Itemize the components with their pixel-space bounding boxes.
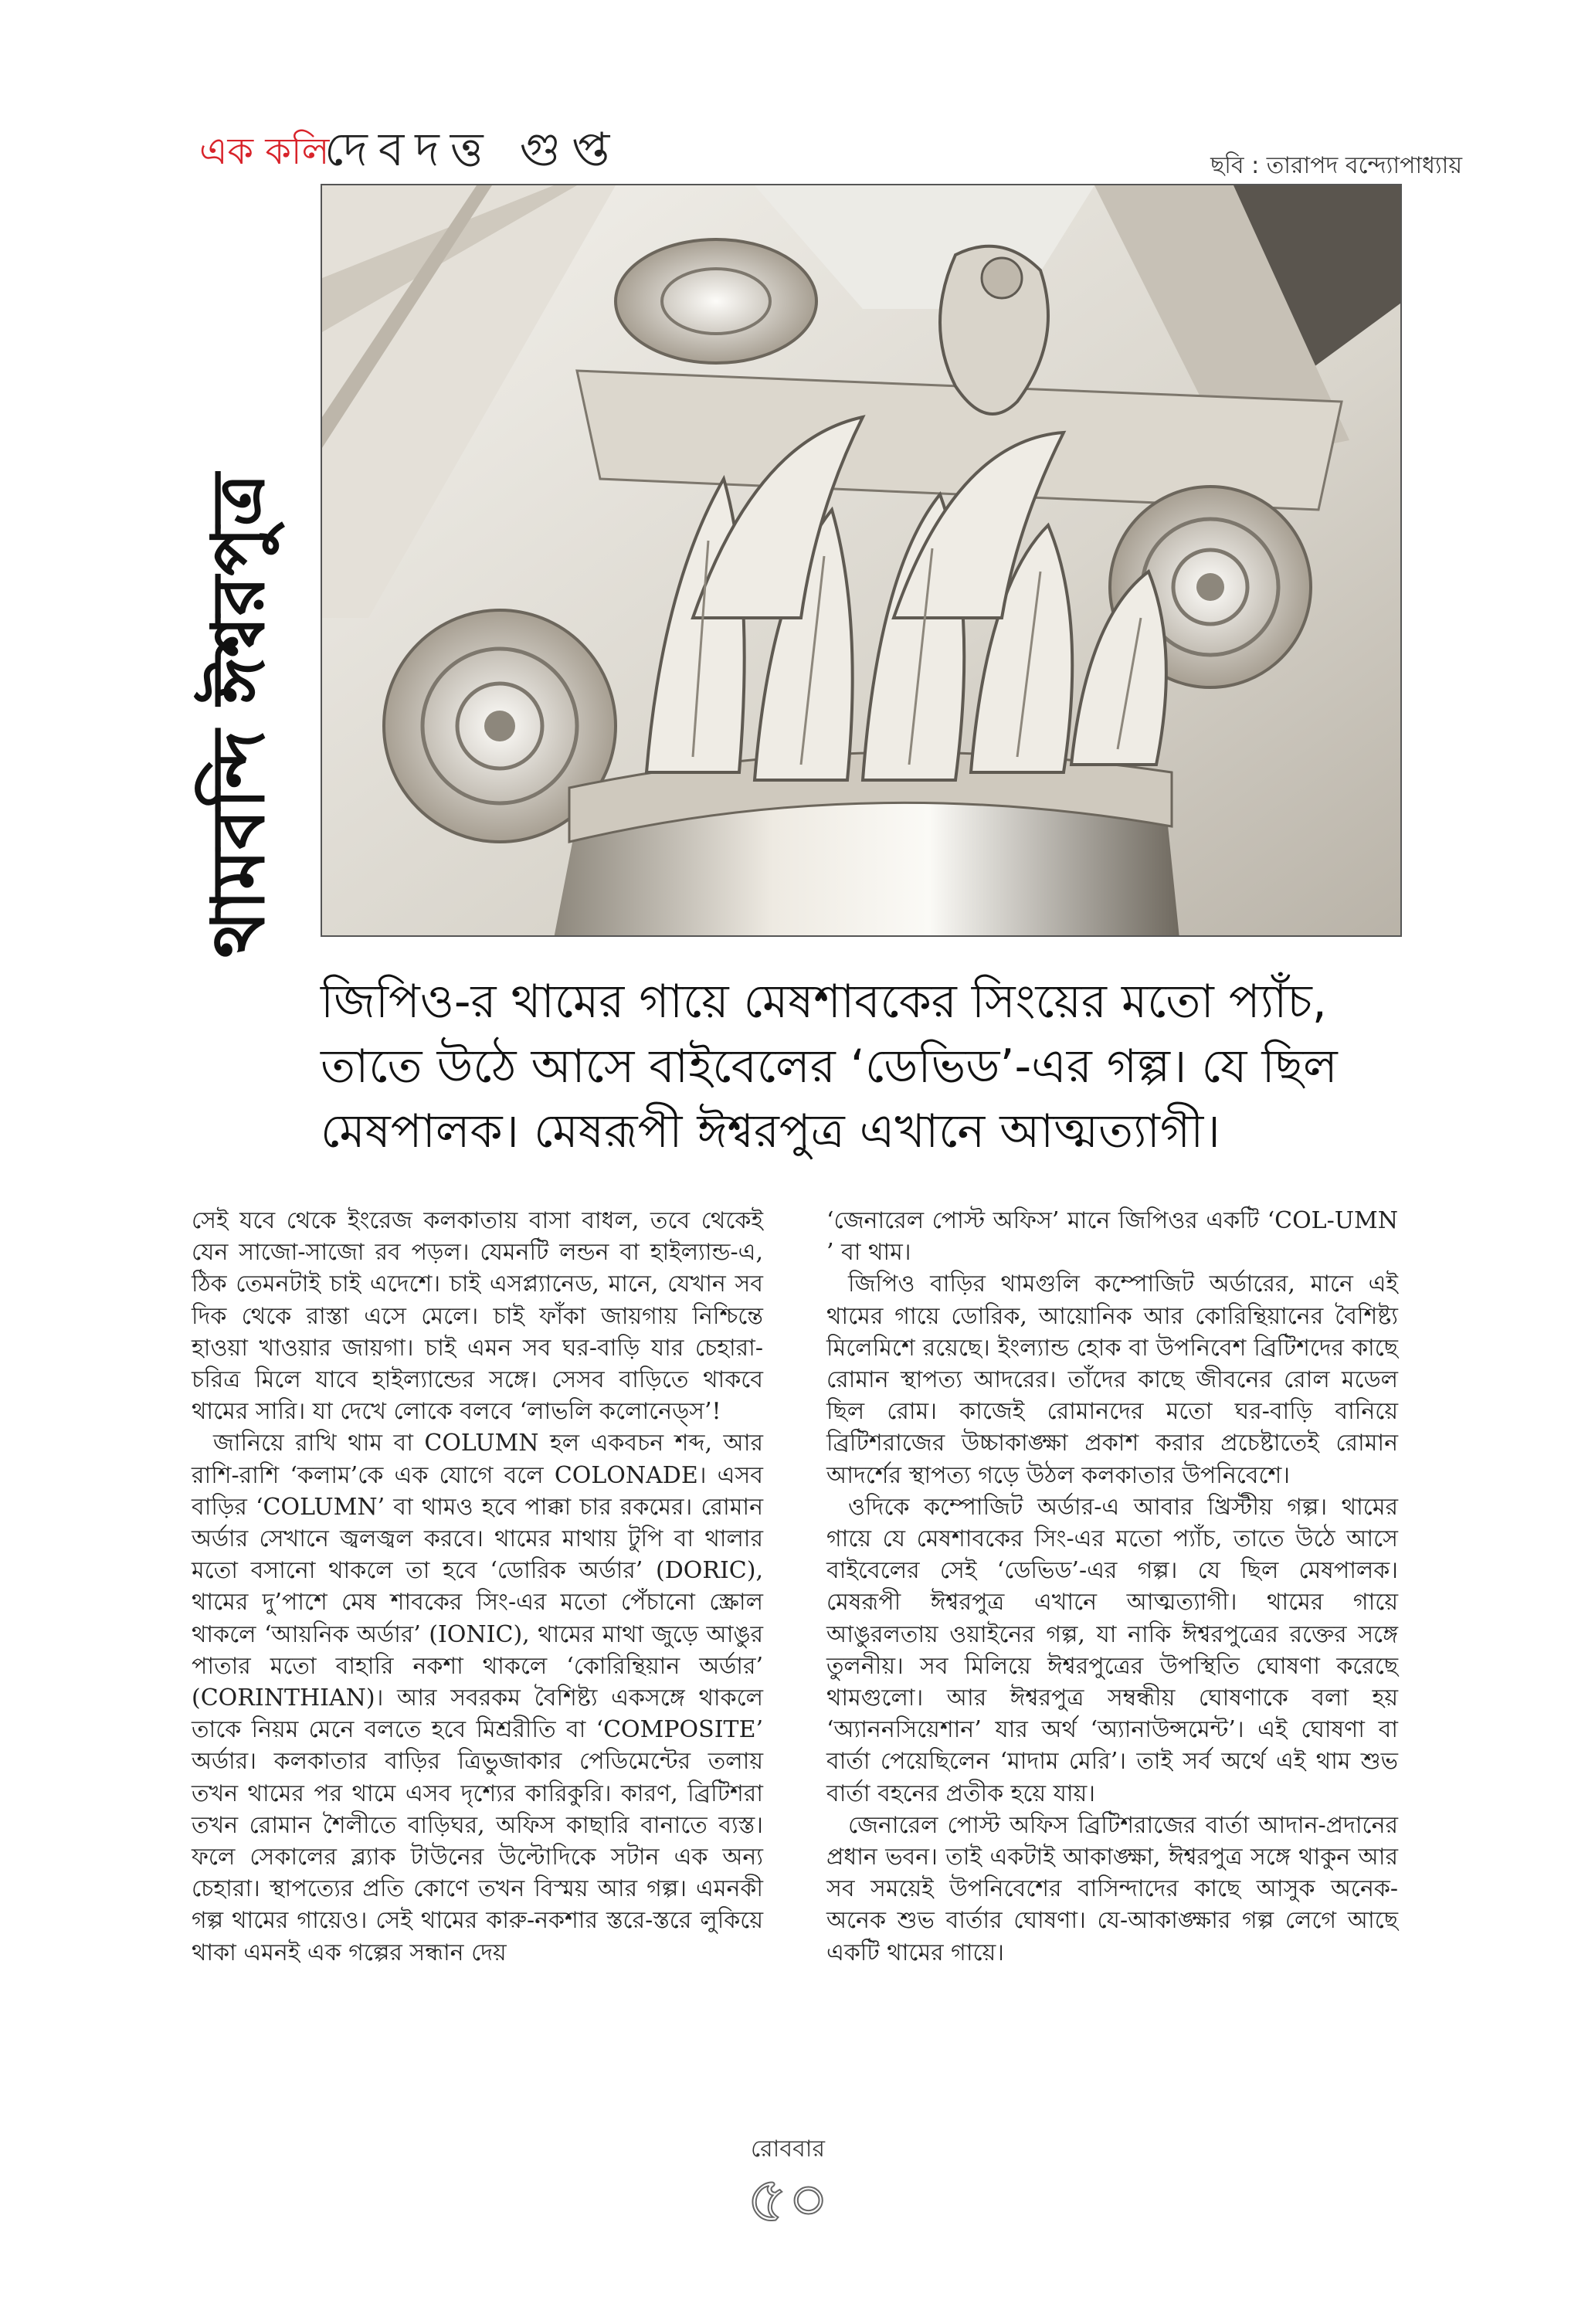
vertical-title-wrapper	[182, 473, 297, 958]
page-number: ৫০	[746, 2163, 830, 2237]
page-header	[0, 0, 1578, 185]
body-column-1	[192, 1205, 763, 1969]
series-label: এক কলি	[199, 130, 330, 173]
article-title: থামবন্দি ঈশ্বরপুত্র	[197, 473, 281, 958]
paragraph: জিপিও বাড়ির থামগুলি কম্পোজিট অর্ডারের, মানে এই থামের গায়ে ডোরিক, আয়োনিক আর কোরিন্থিয়ানের বৈশিষ্ট্য মিলেমিশে রয়েছে। ইংল্যান্ড হোক বা উপনিবেশ ব্রিটিশদের কাছে রোমান স্থাপত্য আদরের। তাঁদের কাছে জীবনের রোল মডেল ছিল রোম। কাজেই রোমানদের মতো ঘর-বাড়ি বানিয়ে ব্রিটিশরাজের উচ্চাকাঙ্ক্ষা প্রকাশ করার প্রচেষ্টাতেই রোমান আদর্শের স্থাপত্য গড়ে উঠল কলকাতার উপনিবেশে।	[826, 1271, 1398, 1489]
author-name: দেবদত্ত গুপ্ত	[324, 123, 621, 177]
footer-masthead: রোববার	[751, 2136, 825, 2163]
paragraph: জেনারেল পোস্ট অফিস ব্রিটিশরাজের বার্তা আদান-প্রদানের প্রধান ভবন। তাই একটাই আকাঙ্ক্ষা, ঈশ্বরপুত্র সঙ্গে থাকুন আর সব সময়েই উপনিবেশের বাসিন্দাদের কাছে আসুক অনেক-অনেক শুভ বার্তার ঘোষণা। যে-আকাঙ্ক্ষার গল্প লেগে আছে একটি থামের গায়ে।	[826, 1811, 1398, 1966]
paragraph: ‘জেনারেল পোস্ট অফিস’ মানে জিপিওর একটি ‘COL-UMN ’ বা থাম।	[826, 1207, 1398, 1267]
paragraph: সেই যবে থেকে ইংরেজ কলকাতায় বাসা বাধল, তবে থেকেই যেন সাজো-সাজো রব পড়ল। যেমনটি লন্ডন বা হাইল্যান্ড-এ, ঠিক তেমনটাই চাই এদেশে। চাই এসপ্ল্যানেড, মানে, যেখান সব দিক থেকে রাস্তা এসে মেলে। চাই ফাঁকা জায়গায় নিশ্চিন্তে হাওয়া খাওয়ার জায়গা। চাই এমন সব ঘর-বাড়ি যার চেহারা-চরিত্র মিলে যাবে হাইল্যান্ডের সঙ্গে। সেসব বাড়িতে থাকবে থামের সারি। যা দেখে লোকে বলবে ‘লাভলি কলোনেড্স’!	[192, 1207, 763, 1426]
photo-illustration	[322, 185, 1402, 937]
photo-credit: ছবি : তারাপদ বন্দ্যোপাধ্যায়	[1210, 152, 1462, 179]
paragraph: ওদিকে কম্পোজিট অর্ডার-এ আবার খ্রিস্টীয় গল্প। থামের গায়ে যে মেষশাবকের সিং-এর মতো প্যাঁচ, তাতে উঠে আসে বাইবেলের সেই ‘ডেভিড’-এর গল্প। যে ছিল মেষপালক। মেষরূপী ঈশ্বরপুত্র এখানে আত্মত্যাগী। থামের গায়ে আঙুরলতায় ওয়াইনের গল্প, যা নাকি ঈশ্বরপুত্রের রক্তের সঙ্গে তুলনীয়। সব মিলিয়ে ঈশ্বরপুত্রের উপস্থিতি ঘোষণা করেছে থামগুলো। আর ঈশ্বরপুত্র সম্বন্ধীয় ঘোষণাকে বলা হয় ‘অ্যাননসিয়েশান’ যার অর্থ ‘অ্যানাউন্সমেন্ট’। এই ঘোষণা বা বার্তা পেয়েছিলেন ‘মাদাম মেরি’। তাই সর্ব অর্থে এই থাম শুভ বার্তা বহনের প্রতীক হয়ে যায়।	[826, 1493, 1398, 1807]
article-dek: জিপিও-র থামের গায়ে মেষশাবকের সিংয়ের মতো প্যাঁচ, তাতে উঠে আসে বাইবেলের ‘ডেভিড’-এর গল্প। যে ছিল মেষপালক। মেষরূপী ঈশ্বরপুত্র এখানে আত্মত্যাগী।	[321, 975, 1338, 1159]
body-column-2	[826, 1205, 1398, 1969]
paragraph: জানিয়ে রাখি থাম বা COLUMN হল একবচন শব্দ, আর রাশি-রাশি ‘কলাম’কে এক যোগে বলে COLONADE। এসব বাড়ির ‘COLUMN’ বা থামও হবে পাক্কা চার রকমের। রোমান অর্ডার সেখানে জ্বলজ্বল করবে। থামের মাথায় টুপি বা থালার মতো বসানো থাকলে তা হবে ‘ডোরিক অর্ডার’ (DORIC), থামের দু’পাশে মেষ শাবকের সিং-এর মতো পেঁচানো স্ক্রোল থাকলে ‘আয়নিক অর্ডার’ (IONIC), থামের মাথা জুড়ে আঙুর পাতার মতো বাহারি নকশা থাকলে ‘কোরিন্থিয়ান অর্ডার’ (CORINTHIAN)। আর সবরকম বৈশিষ্ট্য একসঙ্গে থাকলে তাকে নিয়ম মেনে বলতে হবে মিশ্ররীতি বা ‘COMPOSITE’ অর্ডার। কলকাতার বাড়ির ত্রিভুজাকার পেডিমেন্টের তলায় তখন থামের পর থামে এসব দৃশ্যের কারিকুরি। কারণ, ব্রিটিশরা তখন রোমান শৈলীতে বাড়িঘর, অফিস কাছারি বানাতে ব্যস্ত। ফলে সেকালের ব্ল্যাক টাউনের উল্টোদিকে সটান এক অন্য চেহারা। স্থাপত্যের প্রতি কোণে তখন বিস্ময় আর গল্প। এমনকী গল্প থামের গায়েও। সেই থামের কারু-নকশার স্তরে-স্তরে লুকিয়ে থাকা এমনই এক গল্পের সন্ধান দেয়	[192, 1430, 763, 1966]
column-capital-photo	[321, 184, 1402, 937]
